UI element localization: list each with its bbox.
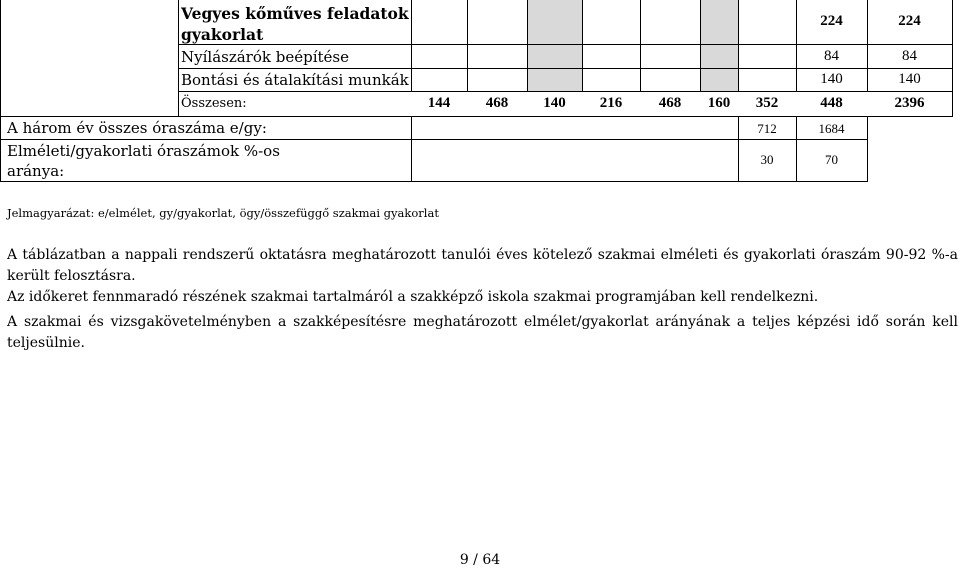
- summary-label: Összesen:: [181, 96, 247, 111]
- cell-value: 84: [824, 48, 839, 64]
- cell-value: 224: [820, 13, 843, 29]
- summary-value: 2396: [894, 95, 925, 111]
- row-label: Vegyes kőműves feladatok gyakorlat: [181, 4, 409, 44]
- three-year-label: A három év összes óraszáma e/gy:: [7, 119, 267, 137]
- cell-value: 140: [898, 71, 921, 87]
- paragraph: Az időkeret fennmaradó részének szakmai tartalmáról a szakképző iskola szakmai programjában kell rendelkezni.: [7, 289, 819, 305]
- three-year-value: 712: [757, 121, 777, 136]
- summary-value: 140: [543, 95, 566, 111]
- row-label: Bontási és átalakítási munkák: [181, 71, 409, 89]
- page-number: 9 / 64: [459, 552, 501, 568]
- shaded-column-block: [527, 0, 582, 91]
- legend-note: Jelmagyarázat: e/elmélet, gy/gyakorlat, ögy/összefüggő szakmai gyakorlat: [7, 206, 439, 220]
- summary-value: 448: [820, 95, 843, 111]
- paragraph: A szakmai és vizsgakövetelményben a szakképesítésre meghatározott elmélet/gyakorlat arányának a teljes képzési idő során kell teljesülnie.: [7, 314, 958, 351]
- ratio-label: Elméleti/gyakorlati óraszámok %-os aránya:: [7, 142, 280, 180]
- summary-value: 160: [707, 95, 731, 111]
- paragraph: A táblázatban a nappali rendszerű oktatásra meghatározott tanulói éves kötelező szakmai elméleti és gyakorlati óraszám 90-92 %-a került felosztásra.: [7, 247, 958, 284]
- cell-value: 140: [820, 71, 843, 87]
- summary-value: 468: [658, 95, 682, 111]
- row-label: Nyílászárók beépítése: [181, 48, 349, 66]
- three-year-value: 1684: [818, 121, 845, 136]
- ratio-value: 30: [760, 152, 774, 167]
- shaded-column-block: [700, 0, 738, 91]
- summary-value: 216: [599, 95, 623, 111]
- summary-value: 352: [755, 95, 779, 111]
- summary-value: 144: [427, 95, 451, 111]
- ratio-value: 70: [825, 152, 838, 167]
- cell-value: 84: [902, 48, 917, 64]
- summary-value: 468: [485, 95, 509, 111]
- cell-value: 224: [898, 13, 921, 29]
